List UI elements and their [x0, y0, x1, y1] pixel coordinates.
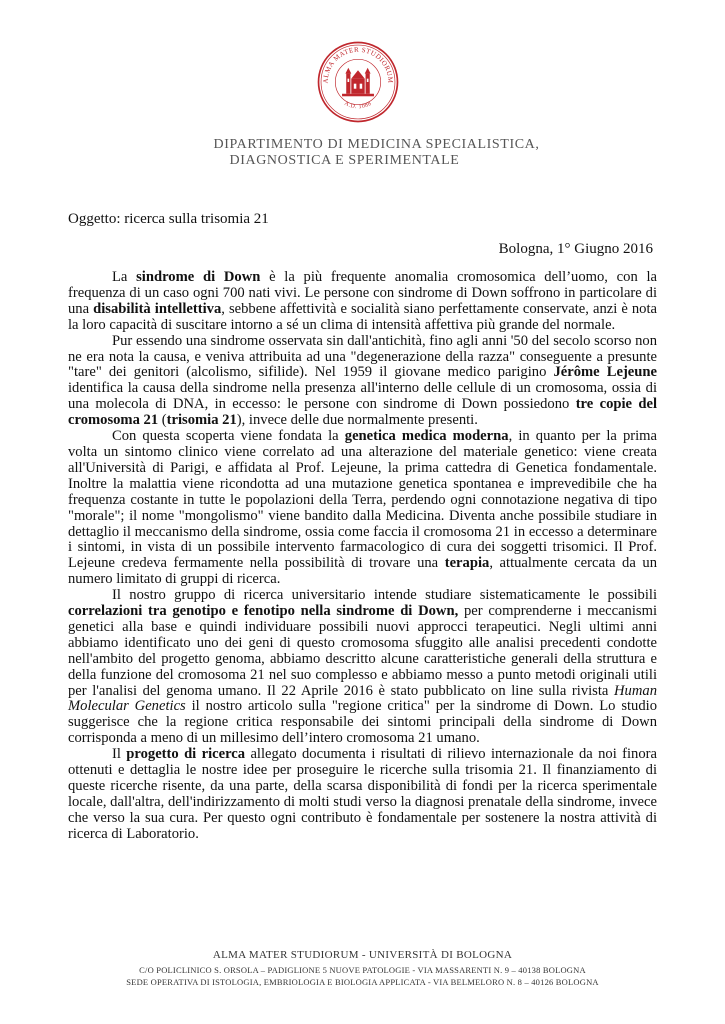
paragraph-text: identifica la causa della sindrome nella presenza all'interno delle cellule di un cromosoma, ossia di una molecola di DNA, in eccesso: le persone con sindrome di Down possiedono: [68, 380, 657, 413]
bold-text: progetto di ricerca: [126, 746, 246, 763]
footer-university: ALMA MATER STUDIORUM - UNIVERSITÀ DI BOLOGNA: [212, 949, 513, 961]
bold-text: Jérôme Lejeune: [553, 364, 657, 381]
bold-text: tre copie del cromosoma 21: [68, 396, 658, 429]
paragraph-text: (: [158, 412, 167, 429]
footer-address-1: C/O POLICLINICO S. ORSOLA – PADIGLIONE 5 NUOVE PATOLOGIE - VIA MASSARENTI N. 9 – 40138 BOLOGNA: [139, 965, 586, 975]
department-name-line2: DIAGNOSTICA E SPERIMENTALE: [229, 153, 460, 168]
paragraph-text: per comprenderne i meccanismi genetici alla base e quindi individuare possibili nuovi approcci terapeutici. Negli ultimi anni abbiamo identificato uno dei geni di questo cromosoma sfuggito alle analisi precedenti condotte nell'ambito del progetto genoma, abbiamo descritto alcune caratteristiche generali della struttura e della funzione del cromosoma 21 nel suo complesso e abbiamo messo a punto metodi originali utili per l'analisi del genoma umano. Il 22 Aprile 2016 è stato pubblicato on line sulla rivista: [68, 603, 657, 699]
paragraph-text: La: [112, 269, 137, 285]
paragraph-text: Il nostro gruppo di ricerca universitario intende studiare sistematicamente le possibili: [112, 587, 657, 604]
paragraph: [68, 429, 657, 588]
department-name-line1: DIPARTIMENTO DI MEDICINA SPECIALISTICA,: [213, 137, 540, 152]
seal-text-bottom: A.D. 1088: [343, 100, 373, 111]
letter-body: [68, 270, 657, 843]
letter-date: Bologna, 1° Giugno 2016: [498, 241, 653, 257]
paragraph-text: allegato documenta i risultati di rilievo internazionale da noi finora ottenuti e dettaglia le nostre idee per proseguire le ricerche sulla trisomia 21. Il finanziamento di queste ricerche risente, da una parte, della scarsa disponibilità di fondi per la ricerca sperimentale locale, dall'altra, dell'indirizzamento di molti studi verso la diagnosi prenatale della sindrome, invece che verso la sua cura. Per questo ogni contributo è fondamentale per sostenere la nostra attività di ricerca di Laboratorio.: [68, 746, 657, 842]
seal-text-top: ALMA MATER STUDIORUM: [322, 46, 394, 84]
paragraph-text: Il: [112, 746, 127, 763]
italic-text: Human Molecular Genetics: [68, 682, 657, 715]
paragraph-text: , in quanto per la prima volta un sintomo clinico viene correlato ad una alterazione del materiale genetico: viene creata all'Università di Parigi, e affidata al Prof. Lejeune, la prima cattedra di Genetica fondamentale. Inoltre la malattia viene ricondotta ad una mutazione genetica spontanea e imprevedibile che ha frequenza costante in tutte le popolazioni della Terra, perdendo ogni connotazione negativa di tipo "morale"; il nome "mongolismo" viene bandito dalla Medicina. Diventa anche possibile studiare in dettaglio il meccanismo della sindrome, ossia come faccia il cromosoma 21 in eccesso a determinare i sintomi, in vista di un possibile intervento farmacologico di cura dei soggetti trisomici. Il Prof. Lejeune credeva fermamente nella possibilità di trovare una: [68, 428, 658, 572]
paragraph: [68, 334, 657, 429]
paragraph-text: il nostro articolo sulla "regione critica" per la sindrome di Down. Lo studio suggerisce che la regione critica responsabile dei sintomi principali della sindrome di Down corrisponda a meno di un millesimo dell’intero cromosoma 21 umano.: [68, 698, 657, 747]
paragraph-text: Con questa scoperta viene fondata la: [112, 428, 345, 445]
paragraph: [68, 588, 657, 747]
paragraph: [68, 747, 657, 842]
svg-text:A.D. 1088: [343, 101, 373, 111]
bold-text: sindrome di Down: [136, 269, 261, 285]
university-seal-icon: [316, 40, 400, 124]
bold-text: disabilità intellettiva: [93, 300, 222, 317]
paragraph-text: è la più frequente anomalia cromosomica dell’uomo, con la frequenza di un caso ogni 700 nati vivi. Le persone con sindrome di Down soffrono in particolare di una: [68, 269, 657, 317]
letter-subject: Oggetto: ricerca sulla trisomia 21: [68, 211, 269, 227]
paragraph-text: , attualmente cercata da un numero limitato di gruppi di ricerca.: [68, 555, 657, 588]
paragraph-text: ), invece delle due normalmente presenti.: [236, 412, 478, 429]
paragraph: [68, 270, 657, 334]
footer-address-2: SEDE OPERATIVA DI ISTOLOGIA, EMBRIOLOGIA E BIOLOGIA APPLICATA - VIA BELMELORO N. 8 – 40126 BOLOGNA: [126, 977, 599, 987]
bold-text: genetica medica moderna: [344, 428, 509, 445]
paragraph-text: Pur essendo una sindrome osservata sin dall'antichità, fino agli anni '50 del secolo scorso non ne era nota la causa, e veniva attribuita ad una "degenerazione della razza" conseguente a presunte "tare" dei genitori (alcolismo, sifilide). Nel 1959 il giovane medico parigino: [68, 332, 657, 381]
bold-text: trisomia 21: [166, 412, 237, 429]
bold-text: terapia: [444, 555, 490, 572]
bold-text: correlazioni tra genotipo e fenotipo nella sindrome di Down,: [68, 603, 459, 620]
paragraph-text: , sebbene affettività e socialità siano perfettamente conservate, anzi è nota la loro capacità di suscitare intorno a sé un clima di intensità affettiva più grande del normale.: [68, 300, 657, 333]
